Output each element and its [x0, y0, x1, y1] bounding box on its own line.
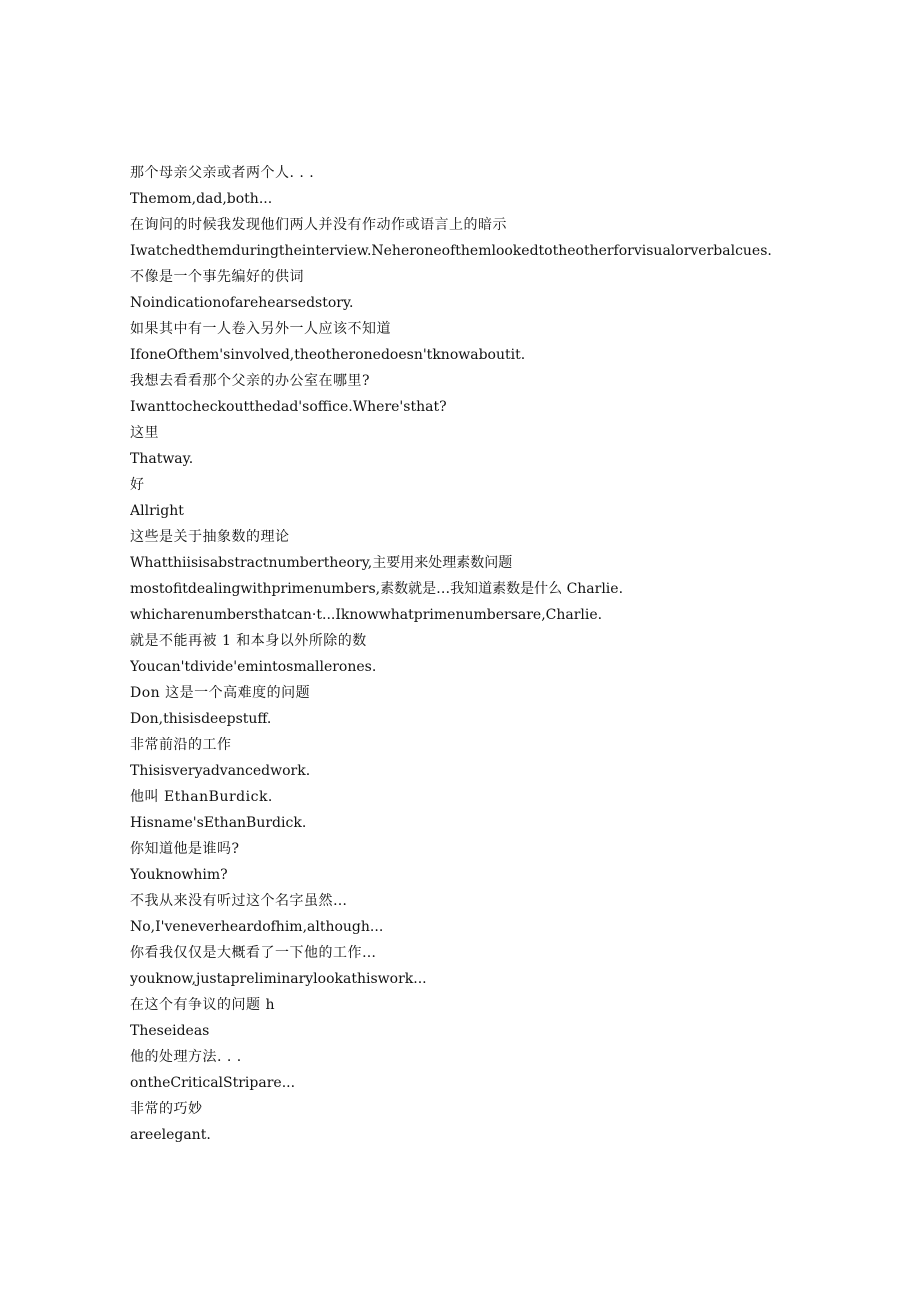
english-subtitle-line: IfoneOfthem'sinvolved,theotheronedoesn'tknowaboutit. [130, 347, 526, 363]
english-subtitle-line: youknow,justapreliminarylookathiswork... [130, 971, 427, 987]
english-subtitle-line: Allright [130, 503, 184, 519]
chinese-subtitle-line: 你知道他是谁吗? [130, 841, 240, 857]
english-subtitle-line: No,I'veneverheardofhim,although... [130, 919, 384, 935]
english-subtitle-line: ontheCriticalStripare... [130, 1075, 296, 1091]
chinese-subtitle-line: 这里 [130, 425, 159, 441]
chinese-subtitle-line: 就是不能再被 1 和本身以外所除的数 [130, 633, 367, 649]
english-subtitle-line: Themom,dad,both... [130, 191, 273, 207]
english-subtitle-line: Youcan'tdivide'emintosmallerones. [130, 659, 377, 675]
english-subtitle-line: Thatway. [130, 451, 194, 467]
english-subtitle-line: Whatthiisisabstractnumbertheory,主要用来处理素数问题 [130, 555, 513, 571]
english-subtitle-line: mostofitdealingwithprimenumbers,素数就是…我知道素数是什么 Charlie. [130, 581, 624, 597]
english-subtitle-line: Thisisveryadvancedwork. [130, 763, 311, 779]
chinese-subtitle-line: 非常的巧妙 [130, 1101, 203, 1117]
chinese-subtitle-line: 我想去看看那个父亲的办公室在哪里? [130, 373, 371, 389]
chinese-subtitle-line: 不像是一个事先编好的供词 [130, 269, 304, 285]
chinese-subtitle-line: 你看我仅仅是大概看了一下他的工作… [130, 945, 377, 961]
english-subtitle-line: Noindicationofarehearsedstory. [130, 295, 354, 311]
subtitle-transcript [130, 160, 890, 1148]
english-subtitle-line: Youknowhim? [130, 867, 228, 883]
chinese-subtitle-line: 不我从来没有听过这个名字虽然… [130, 893, 348, 909]
chinese-subtitle-line: 这些是关于抽象数的理论 [130, 529, 290, 545]
chinese-subtitle-line: 他叫 EthanBurdick. [130, 789, 273, 805]
chinese-subtitle-line: 非常前沿的工作 [130, 737, 232, 753]
english-subtitle-line: Iwatchedthemduringtheinterview.Neheroneofthemlookedtotheotherforvisualorverbalcues. [130, 243, 772, 259]
english-subtitle-line: Hisname'sEthanBurdick. [130, 815, 307, 831]
chinese-subtitle-line: Don 这是一个高难度的问题 [130, 685, 311, 701]
chinese-subtitle-line: 那个母亲父亲或者两个人. . . [130, 165, 315, 181]
chinese-subtitle-line: 如果其中有一人卷入另外一人应该不知道 [130, 321, 391, 337]
chinese-subtitle-line: 在询问的时候我发现他们两人并没有作动作或语言上的暗示 [130, 217, 507, 233]
english-subtitle-line: Don,thisisdeepstuff. [130, 711, 272, 727]
english-subtitle-line: whicharenumbersthatcan·t...Iknowwhatprimenumbersare,Charlie. [130, 607, 603, 623]
english-subtitle-line: Theseideas [130, 1023, 210, 1039]
english-subtitle-line: Iwanttocheckoutthedad'soffice.Where'sthat? [130, 399, 447, 415]
english-subtitle-line: areelegant. [130, 1127, 211, 1143]
chinese-subtitle-line: 好 [130, 477, 145, 493]
chinese-subtitle-line: 他的处理方法. . . [130, 1049, 242, 1065]
chinese-subtitle-line: 在这个有争议的问题 h [130, 997, 275, 1013]
